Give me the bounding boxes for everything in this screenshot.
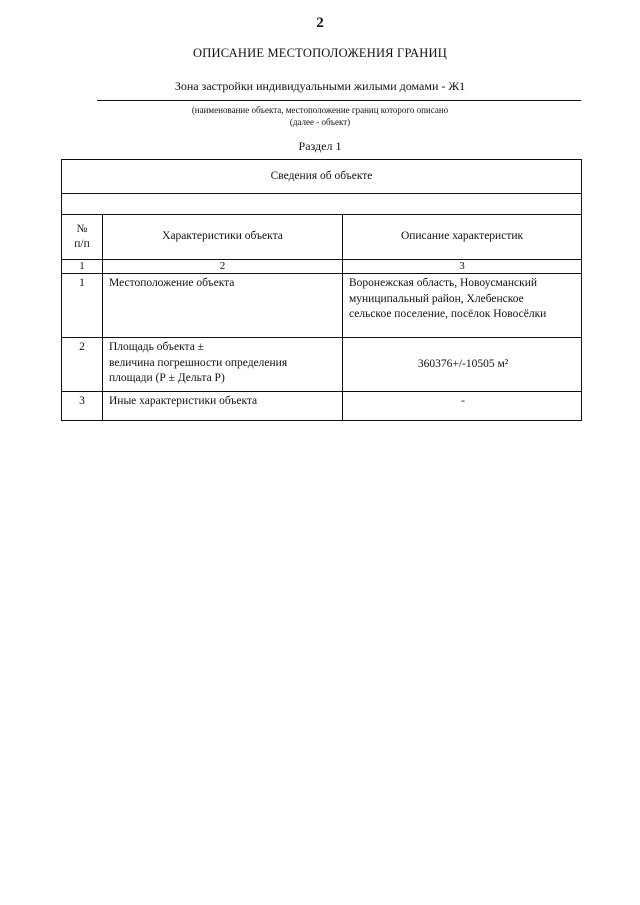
table-title-row	[62, 160, 582, 194]
table-row	[62, 338, 582, 392]
column-header-description: Описание характеристик	[343, 215, 582, 260]
row-description	[343, 392, 582, 421]
text-line: Воронежская область, Новоусманский	[349, 277, 538, 289]
row-number: 2	[62, 338, 103, 392]
text-line: Иные характеристики объекта	[109, 395, 258, 407]
text-line: площади (Р ± Дельта Р)	[109, 372, 225, 384]
text-line: величина погрешности определения	[109, 356, 288, 369]
text-line: Площадь объекта ±	[109, 341, 204, 353]
caption-line-1: (наименование объекта, местоположение границ которого описано	[191, 105, 449, 115]
column-index: 3	[343, 260, 582, 274]
area-value: 360376+/-10505 м²	[417, 357, 509, 370]
object-name: Зона застройки индивидуальными жилыми домами - Ж1	[174, 79, 466, 93]
row-number: 3	[62, 392, 103, 421]
section-title: Раздел 1	[298, 139, 342, 153]
text-line: Местоположение объекта	[109, 277, 235, 289]
text-line: сельское поселение, посёлок Новосёлки	[349, 308, 547, 320]
column-header-num	[62, 215, 103, 260]
row-characteristic	[103, 274, 343, 338]
text-line: -	[461, 395, 465, 407]
column-index: 2	[103, 260, 343, 274]
column-header-row	[62, 215, 582, 260]
row-number: 1	[62, 274, 103, 338]
text-line: муниципальный район, Хлебенское	[349, 292, 524, 305]
row-characteristic	[103, 338, 343, 392]
object-name-caption	[0, 104, 640, 128]
row-description	[343, 274, 582, 338]
page-number: 2	[316, 15, 324, 31]
table-row	[62, 274, 582, 338]
empty-cell	[62, 194, 582, 215]
object-name-underline	[97, 100, 581, 101]
row-characteristic	[103, 392, 343, 421]
object-info-table	[61, 159, 582, 421]
num-sign: №	[76, 222, 88, 235]
table-title: Сведения об объекте	[62, 160, 582, 194]
table-row	[62, 392, 582, 421]
column-header-characteristics: Характеристики объекта	[103, 215, 343, 260]
num-abbr: п/п	[74, 238, 90, 250]
document-title: ОПИСАНИЕ МЕСТОПОЛОЖЕНИЯ ГРАНИЦ	[193, 46, 447, 60]
caption-line-2: (далее - объект)	[289, 117, 351, 127]
column-index: 1	[62, 260, 103, 274]
table-empty-row	[62, 194, 582, 215]
row-description	[343, 338, 582, 392]
column-index-row	[62, 260, 582, 274]
